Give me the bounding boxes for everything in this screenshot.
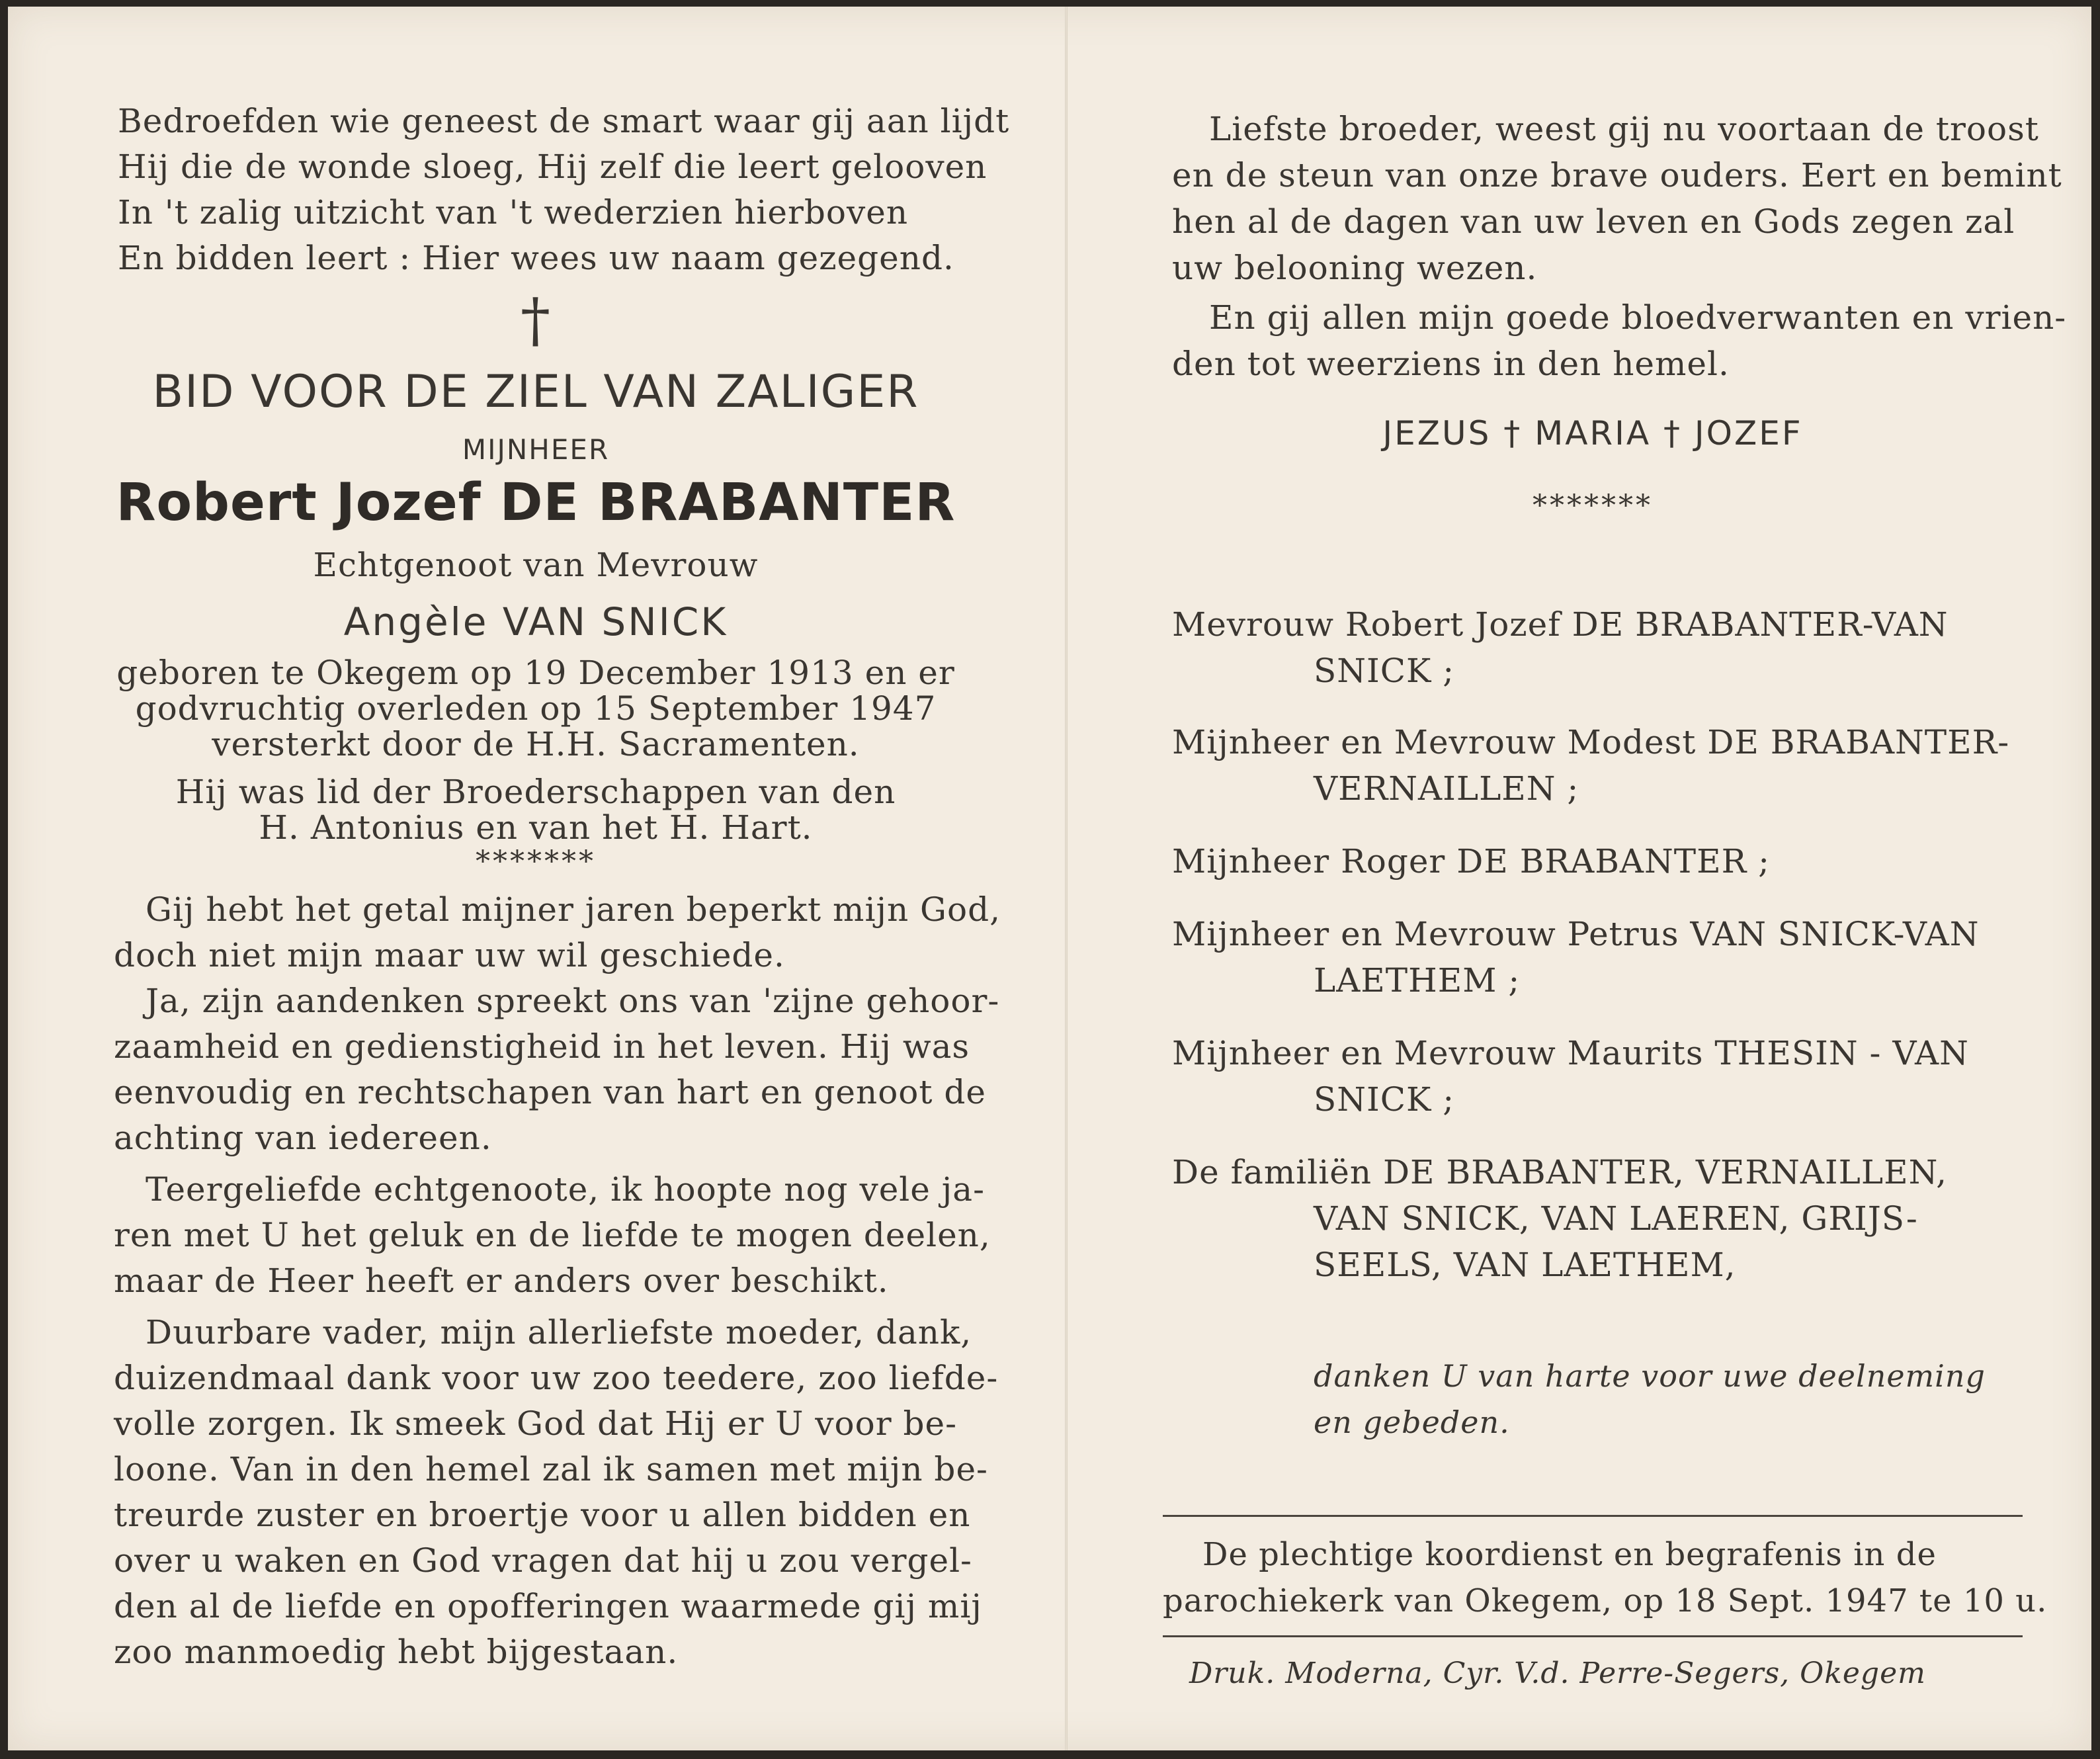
body-line: zaamheid en gedienstigheid in het leven. Hij was (114, 1027, 970, 1066)
body-line: treurde zuster en broertje voor u allen bidden en (114, 1496, 971, 1534)
thanks-line: danken U van harte voor uwe deelneming (1314, 1358, 1986, 1394)
spouse-label: Echtgenoot van Mevrouw (313, 546, 759, 584)
family-line: LAETHEM ; (1314, 961, 1521, 1000)
right-panel (1163, 7, 2067, 1750)
family-line: SEELS, VAN LAETHEM, (1314, 1246, 1736, 1284)
body-line: zoo manmoedig hebt bijgestaan. (114, 1633, 679, 1671)
body-line: achting van iedereen. (114, 1119, 492, 1157)
family-line: De familiën DE BRABANTER, VERNAILLEN, (1172, 1153, 1948, 1191)
family-line: VERNAILLEN ; (1314, 769, 1579, 808)
intro-line: den tot weerziens in den hemel. (1172, 345, 1730, 383)
family-line: Mijnheer en Mevrouw Modest DE BRABANTER- (1172, 723, 2010, 761)
family-line: Mijnheer en Mevrouw Maurits THESIN - VAN (1172, 1034, 1969, 1072)
divider (1163, 1635, 2023, 1637)
body-line: Duurbare vader, mijn allerliefste moeder, dank, (146, 1313, 972, 1351)
bio-line: godvruchtig overleden op 15 September 1947 (135, 689, 937, 728)
intro-line: hen al de dagen van uw leven en Gods zegen zal (1172, 202, 2015, 241)
bio-line: versterkt door de H.H. Sacramenten. (212, 725, 860, 763)
body-line: over u waken en God vragen dat hij u zou vergel- (114, 1541, 972, 1580)
bio-line: H. Antonius en van het H. Hart. (259, 808, 813, 847)
thanks-line: en gebeden. (1314, 1404, 1510, 1440)
body-line: Teergeliefde echtgenoote, ik hoopte nog vele ja- (146, 1170, 985, 1209)
body-line: den al de liefde en opofferingen waarmede gij mij (114, 1587, 982, 1625)
family-line: SNICK ; (1314, 1080, 1455, 1119)
divider (1163, 1515, 2023, 1517)
poem-line: In 't zalig uitzicht van 't wederzien hierboven (118, 193, 909, 232)
body-line: duizendmaal dank voor uw zoo teedere, zoo liefde- (114, 1359, 999, 1397)
family-line: VAN SNICK, VAN LAEREN, GRIJS- (1314, 1199, 1918, 1238)
separator: ******* (476, 845, 596, 879)
intro-line: en de steun van onze brave ouders. Eert en bemint (1172, 156, 2062, 194)
family-line: Mijnheer Roger DE BRABANTER ; (1172, 842, 1771, 880)
poem-line: Bedroefden wie geneest de smart waar gij aan lijdt (118, 102, 1010, 140)
body-line: doch niet mijn maar uw wil geschiede. (114, 936, 785, 974)
body-line: loone. Van in den hemel zal ik samen met mijn be- (114, 1450, 988, 1488)
body-line: eenvoudig en rechtschapen van hart en genoot de (114, 1073, 986, 1111)
body-line: Gij hebt het getal mijner jaren beperkt mijn God, (146, 890, 1001, 929)
intro-line: uw belooning wezen. (1172, 249, 1538, 287)
poem-line: Hij die de wonde sloeg, Hij zelf die leert gelooven (118, 148, 987, 186)
poem-line: En bidden leert : Hier wees uw naam gezegend. (118, 239, 954, 277)
body-line: Ja, zijn aandenken spreekt ons van 'zijne gehoor- (146, 982, 1000, 1020)
service-line: parochiekerk van Okegem, op 18 Sept. 1947 te 10 u. (1163, 1582, 2048, 1619)
body-line: ren met U het geluk en de liefde te mogen deelen, (114, 1216, 991, 1254)
intro-line: Liefste broeder, weest gij nu voortaan de troost (1209, 110, 2039, 148)
invocation: JEZUS † MARIA † JOZEF (1382, 414, 1803, 452)
body-line: volle zorgen. Ik smeek God dat Hij er U voor be- (114, 1404, 958, 1443)
honorific: MIJNHEER (462, 433, 610, 466)
service-line: De plechtige koordienst en begrafenis in de (1202, 1536, 1937, 1573)
family-line: SNICK ; (1314, 652, 1455, 690)
family-line: Mijnheer en Mevrouw Petrus VAN SNICK-VAN (1172, 915, 1980, 953)
printer-credit: Druk. Moderna, Cyr. V.d. Perre-Segers, Okegem (1189, 1656, 1926, 1690)
family-line: Mevrouw Robert Jozef DE BRABANTER-VAN (1172, 605, 1949, 644)
spouse-name: Angèle VAN SNICK (343, 599, 728, 644)
heading: BID VOOR DE ZIEL VAN ZALIGER (152, 366, 919, 418)
memorial-card (8, 7, 2091, 1750)
bio-line: Hij was lid der Broederschappen van den (175, 773, 896, 811)
separator: ******* (1533, 489, 1653, 523)
cross-icon: † (521, 286, 551, 355)
left-panel (106, 7, 1010, 1750)
intro-line: En gij allen mijn goede bloedverwanten en vrien- (1209, 298, 2067, 337)
deceased-name: Robert Jozef DE BRABANTER (116, 473, 956, 533)
bio-line: geboren te Okegem op 19 December 1913 en er (116, 654, 955, 692)
body-line: maar de Heer heeft er anders over beschikt. (114, 1262, 889, 1300)
fold-line (1065, 7, 1068, 1750)
